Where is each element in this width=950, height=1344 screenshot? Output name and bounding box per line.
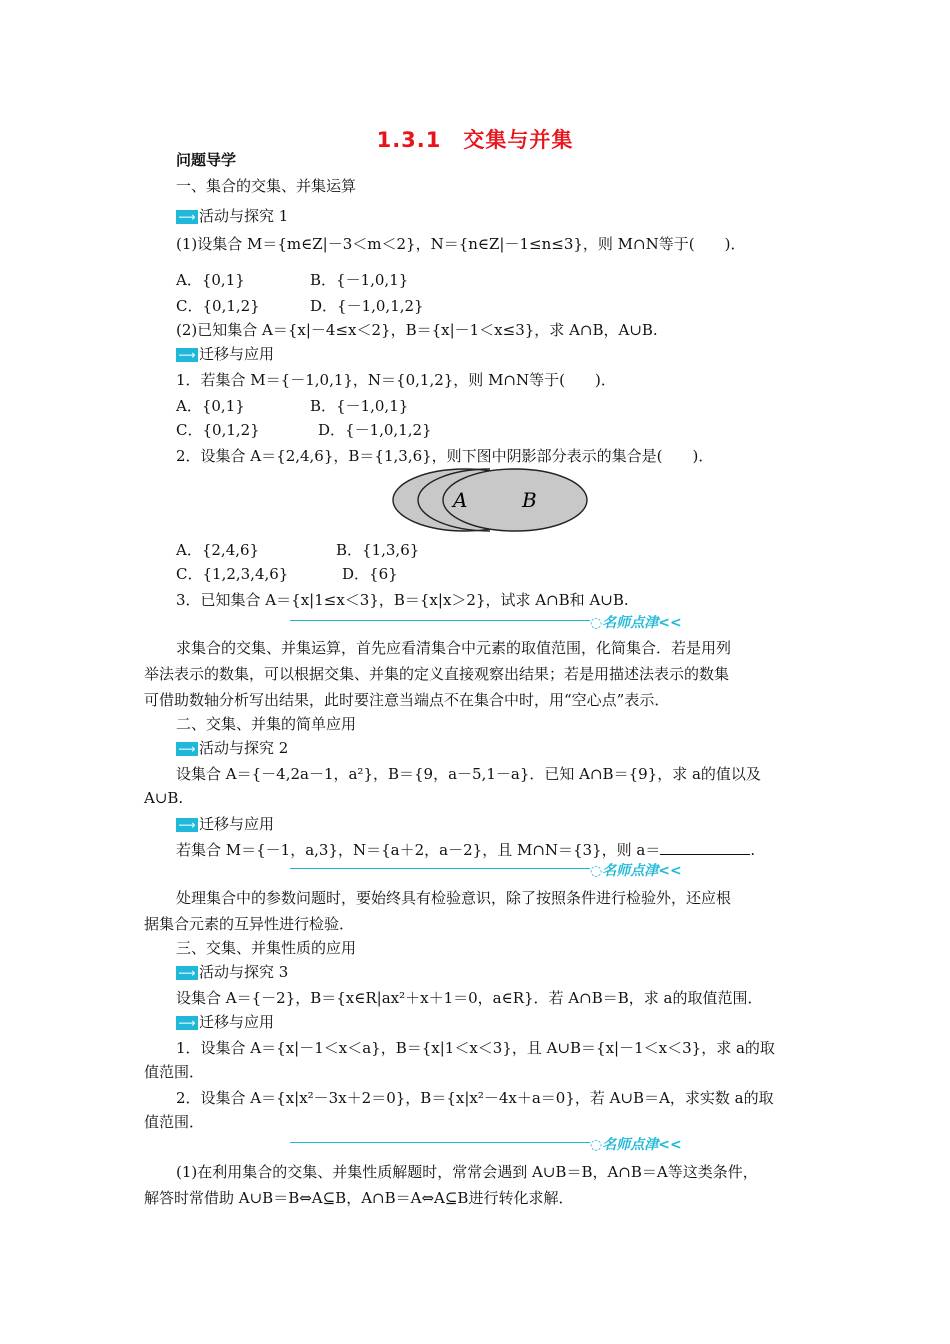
arrow-icon: ⟶ bbox=[176, 742, 198, 756]
q1-option-d: D．{－1,0,1,2} bbox=[310, 297, 424, 315]
question-2: (2)已知集合 A＝{x|－4≤x＜2}，B＝{x|－1＜x≤3}，求 A∩B，A∪B. bbox=[176, 321, 658, 339]
tip-divider-1 bbox=[290, 612, 692, 630]
note-1-line-2: 举法表示的数集，可以根据交集、并集的定义直接观察出结果；若是用描述法表示的数集 bbox=[144, 665, 730, 683]
part2-question-line-1: 设集合 A＝{－4,2a－1，a²}，B＝{9，a－5,1－a}．已知 A∩B＝{9}，求 a的值以及 bbox=[176, 765, 761, 783]
t1-option-b: B．{－1,0,1} bbox=[310, 397, 409, 415]
note-2-line-1: 处理集合中的参数问题时，要始终具有检验意识，除了按照条件进行检验外，还应根 bbox=[176, 889, 732, 907]
tip-label: ◌名师点津<< bbox=[590, 863, 682, 879]
q1-option-c: C．{0,1,2} bbox=[176, 297, 260, 315]
tip-label: ◌名师点津<< bbox=[590, 1137, 682, 1153]
arrow-icon: ⟶ bbox=[176, 818, 198, 832]
part1-heading: 一、集合的交集、并集运算 bbox=[176, 177, 357, 195]
note-3-line-2: 解答时常借助 A∪B＝B⇔A⊆B，A∩B＝A⇔A⊆B进行转化求解． bbox=[144, 1189, 574, 1207]
part2-transfer-suffix: . bbox=[750, 841, 756, 859]
venn-diagram bbox=[390, 466, 590, 536]
activity-2 bbox=[176, 738, 288, 758]
transfer-3 bbox=[176, 1012, 274, 1032]
arrow-icon: ⟶ bbox=[176, 966, 198, 980]
q1-option-a: A．{0,1} bbox=[176, 271, 245, 289]
transfer-1 bbox=[176, 344, 274, 364]
transfer-q1: 1．若集合 M＝{－1,0,1}，N＝{0,1,2}，则 M∩N等于( )． bbox=[176, 371, 616, 389]
activity-1 bbox=[176, 206, 288, 226]
venn-label-a: A bbox=[453, 488, 468, 512]
t2-option-a: A．{2,4,6} bbox=[176, 541, 260, 559]
transfer-3-label: 迁移与应用 bbox=[199, 1013, 275, 1031]
note-1-line-3: 可借助数轴分析写出结果，此时要注意当端点不在集合中时，用“空心点”表示． bbox=[144, 691, 670, 709]
transfer-2 bbox=[176, 814, 274, 834]
tip-label: ◌名师点津<< bbox=[590, 615, 682, 631]
part3-t1-line-2: 值范围． bbox=[144, 1063, 205, 1081]
t1-option-d: D．{－1,0,1,2} bbox=[318, 421, 432, 439]
arrow-icon: ⟶ bbox=[176, 348, 198, 362]
arrow-icon: ⟶ bbox=[176, 1016, 198, 1030]
activity-3 bbox=[176, 962, 288, 982]
note-2-line-2: 据集合元素的互异性进行检验． bbox=[144, 915, 355, 933]
q1-option-b: B．{－1,0,1} bbox=[310, 271, 409, 289]
page-title: 1.3.1 交集与并集 bbox=[376, 128, 574, 152]
transfer-q3: 3．已知集合 A＝{x|1≤x＜3}，B＝{x|x＞2}，试求 A∩B和 A∪B. bbox=[176, 591, 629, 609]
transfer-q2: 2．设集合 A＝{2,4,6}，B＝{1,3,6}，则下图中阴影部分表示的集合是( )． bbox=[176, 447, 714, 465]
t2-option-d: D．{6} bbox=[342, 565, 398, 583]
note-3-line-1: (1)在利用集合的交集、并集性质解题时，常常会遇到 A∪B＝B，A∩B＝A等这类条件， bbox=[176, 1163, 758, 1181]
transfer-2-label: 迁移与应用 bbox=[199, 815, 275, 833]
part2-transfer-text: 若集合 M＝{－1，a,3}，N＝{a＋2，a－2}，且 M∩N＝{3}，则 a＝ bbox=[176, 841, 661, 859]
activity-2-label: 活动与探究 2 bbox=[199, 739, 289, 757]
t2-option-b: B．{1,3,6} bbox=[336, 541, 420, 559]
t2-option-c: C．{1,2,3,4,6} bbox=[176, 565, 289, 583]
activity-3-label: 活动与探究 3 bbox=[199, 963, 289, 981]
section-heading: 问题导学 bbox=[176, 151, 237, 169]
t1-option-c: C．{0,1,2} bbox=[176, 421, 260, 439]
arrow-icon: ⟶ bbox=[176, 210, 198, 224]
tip-divider-3 bbox=[290, 1134, 692, 1152]
part3-t2-line-2: 值范围． bbox=[144, 1113, 205, 1131]
note-1-line-1: 求集合的交集、并集运算，首先应看清集合中元素的取值范围，化简集合．若是用列 bbox=[176, 639, 732, 657]
part2-heading: 二、交集、并集的简单应用 bbox=[176, 715, 357, 733]
transfer-1-label: 迁移与应用 bbox=[199, 345, 275, 363]
part2-question-line-2: A∪B. bbox=[144, 789, 184, 807]
part3-t1-line-1: 1．设集合 A＝{x|－1＜x＜a}，B＝{x|1＜x＜3}，且 A∪B＝{x|－1＜x＜3}，求 a的取 bbox=[176, 1039, 775, 1057]
question-1: (1)设集合 M＝{m∈Z|－3＜m＜2}，N＝{n∈Z|－1≤n≤3}，则 M∩N等于( )． bbox=[176, 235, 746, 253]
t1-option-a: A．{0,1} bbox=[176, 397, 245, 415]
tip-divider-2 bbox=[290, 860, 692, 878]
venn-label-b: B bbox=[522, 488, 537, 512]
activity-1-label: 活动与探究 1 bbox=[199, 207, 289, 225]
part2-transfer-question bbox=[176, 840, 755, 860]
part3-heading: 三、交集、并集性质的应用 bbox=[176, 939, 357, 957]
part3-t2-line-1: 2．设集合 A＝{x|x²－3x＋2＝0}，B＝{x|x²－4x＋a＝0}，若 A∪B＝A，求实数 a的取 bbox=[176, 1089, 774, 1107]
part3-question: 设集合 A＝{－2}，B＝{x∈R|ax²＋x＋1＝0，a∈R}．若 A∩B＝B，求 a的取值范围． bbox=[176, 989, 763, 1007]
answer-blank[interactable] bbox=[660, 840, 750, 855]
